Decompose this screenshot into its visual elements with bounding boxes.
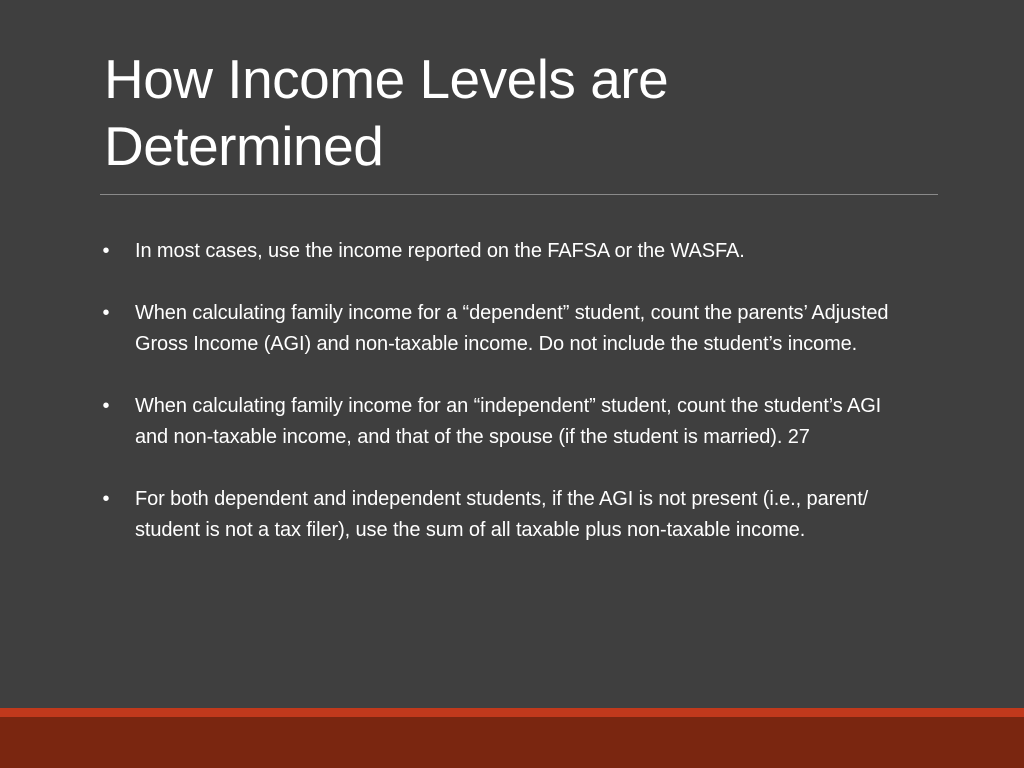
bullet-icon: • [102,488,110,510]
list-item [100,236,900,267]
bullet-text: When calculating family income for an “independent” student, count the student’s AGI and non-taxable income, and that of the spouse (if the student is married). 27 [135,395,882,448]
list-item [100,298,900,360]
bullet-icon: • [102,395,110,417]
list-item [100,484,900,546]
bullet-text: In most cases, use the income reported on the FAFSA or the WASFA. [135,240,745,262]
footer-accent-stripe [0,708,1024,717]
title-divider [100,194,938,195]
bullet-icon: • [102,240,110,262]
bullet-text: When calculating family income for a “dependent” student, count the parents’ Adjusted Gross Income (AGI) and non-taxable income. Do not include the student’s income. [135,302,889,355]
bullet-icon: • [102,302,110,324]
bullet-text: For both dependent and independent students, if the AGI is not present (i.e., parent/ student is not a tax filer), use the sum of all taxable plus non-taxable income. [135,488,869,541]
list-item [100,391,900,453]
footer-band [0,717,1024,768]
bullet-list [100,236,900,546]
page-title [104,46,924,180]
title-line-2: Determined [104,115,384,177]
title-line-1: How Income Levels are [104,48,669,110]
